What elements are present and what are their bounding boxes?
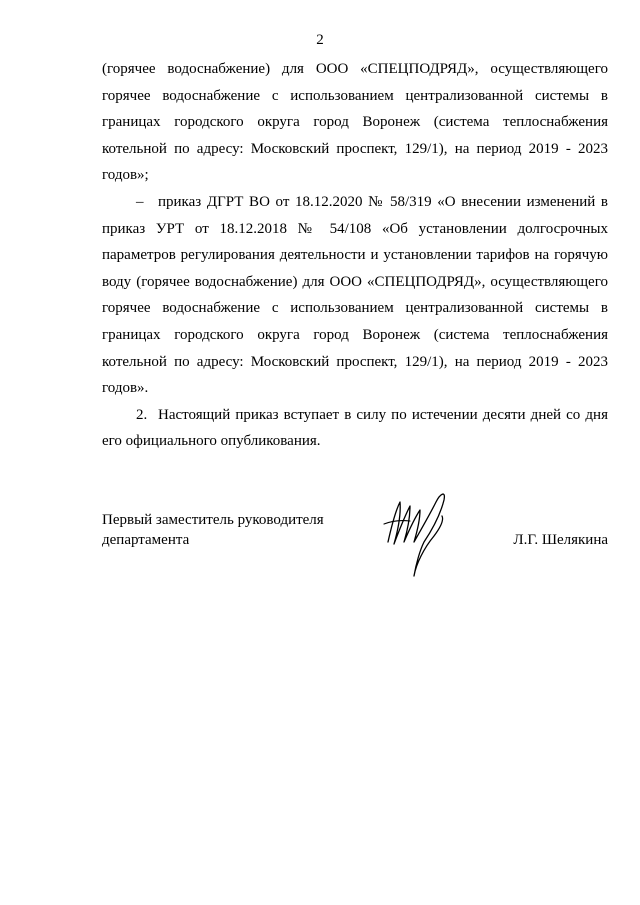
list-number-marker: 2. bbox=[136, 406, 148, 423]
paragraph-list-item-text: приказ ДГРТ ВО от 18.12.2020 № 58/319 «О внесении изменений в приказ УРТ от 18.12.2018 № 54/108 «Об установлении долгосрочных параметров регулирования деятельности и установлении тарифов на горячую воду (горячее водоснабжение) для ООО «СПЕЦПОДРЯД», осуществляющего горячее водоснабжение с использованием централизованной системы в границах городского округа город Воронеж (система теплоснабжения котельной по адресу: Московский проспект, 129/1), на период 2019 - 2023 годов». bbox=[102, 193, 608, 397]
document-body bbox=[102, 56, 608, 455]
paragraph-continuation: (горячее водоснабжение) для ООО «СПЕЦПОДРЯД», осуществляющего горячее водоснабжение с использованием централизованной системы в границах городского округа город Воронеж (система теплоснабжения котельной по адресу: Московский проспект, 129/1), на период 2019 - 2023 годов»; bbox=[102, 61, 608, 184]
signature-block bbox=[102, 510, 608, 620]
signer-title-line1: Первый заместитель руководителя bbox=[102, 512, 324, 528]
paragraph-numbered-item-text: Настоящий приказ вступает в силу по истечении десяти дней со дня его официального опубликования. bbox=[102, 406, 608, 450]
paragraph-list-item bbox=[102, 189, 608, 402]
signer-title bbox=[102, 510, 362, 550]
signer-title-line2: департамента bbox=[102, 532, 190, 548]
page-number: 2 bbox=[316, 32, 324, 48]
handwritten-signature bbox=[380, 484, 470, 584]
list-dash-marker: – bbox=[136, 193, 144, 210]
paragraph-numbered-item bbox=[102, 402, 608, 455]
signer-name: Л.Г. Шелякина bbox=[513, 532, 608, 548]
